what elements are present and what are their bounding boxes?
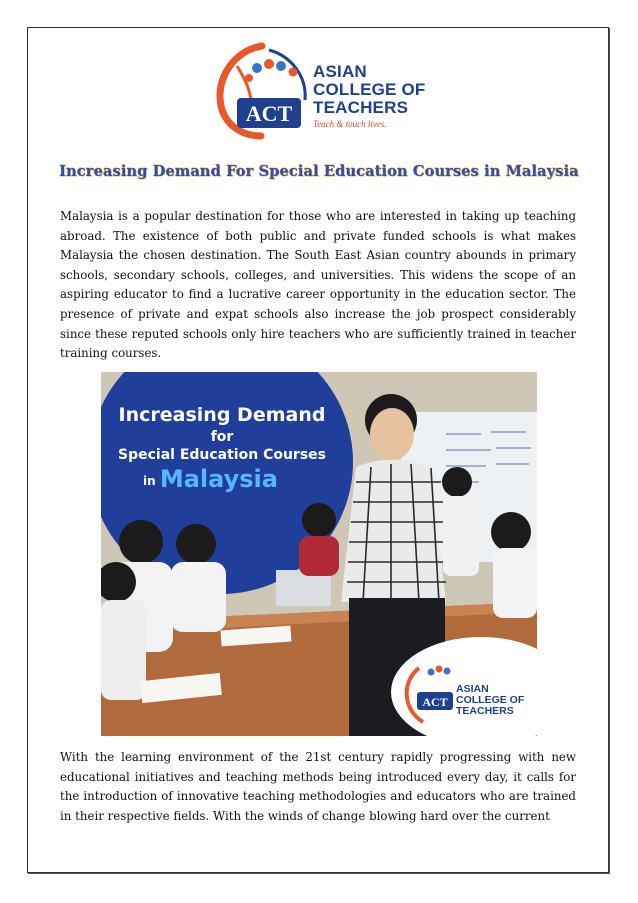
logo-line-3: TEACHERS bbox=[313, 98, 409, 117]
photo-heading-line-1: Increasing Demand bbox=[118, 404, 326, 426]
logo-wordmark bbox=[313, 63, 426, 117]
photo-heading bbox=[117, 404, 327, 496]
logo-tagline: Teach & touch lives. bbox=[313, 119, 387, 129]
act-emblem-icon bbox=[207, 40, 317, 140]
logo-line-2: COLLEGE OF bbox=[313, 80, 426, 99]
photo-logo-line-2: COLLEGE OF bbox=[456, 694, 525, 706]
classroom-photo bbox=[101, 372, 537, 736]
body-paragraph: With the learning environment of the 21st century rapidly progressing with new educational initiatives and teaching methods being introduced every day, it calls for the introduction of innovative teaching methodologies and educators who are trained in their respective fields. With the winds of change blowing hard over the current bbox=[60, 750, 576, 823]
intro-paragraph: Malaysia is a popular destination for those who are interested in taking up teaching abroad. The existence of both public and private funded schools is what makes Malaysia the chosen destination. The South East Asian country abounds in primary schools, secondary schools, colleges, and universities. This widens the scope of an aspiring educator to find a lucrative career opportunity in the education sector. The presence of private and expat schools also increase the job prospect considerably since these reputed schools only hire teachers who are sufficiently trained in teacher training courses. bbox=[60, 209, 576, 361]
photo-logo-line-3: TEACHERS bbox=[456, 705, 514, 717]
photo-heading-country: Malaysia bbox=[159, 465, 278, 493]
photo-logo-line-1: ASIAN bbox=[456, 683, 489, 695]
photo-logo-badge: ACT bbox=[422, 695, 448, 709]
photo-logo-wordmark bbox=[456, 684, 524, 717]
photo-heading-in: in bbox=[143, 474, 156, 488]
photo-heading-line-4 bbox=[117, 464, 327, 496]
page-title: Increasing Demand For Special Education Courses in Malaysia bbox=[59, 163, 579, 180]
act-logo bbox=[207, 40, 437, 140]
logo-badge: ACT bbox=[245, 101, 293, 126]
photo-heading-line-3: Special Education Courses bbox=[118, 447, 326, 463]
logo-line-1: ASIAN bbox=[313, 62, 367, 81]
photo-heading-line-2: for bbox=[210, 429, 234, 445]
